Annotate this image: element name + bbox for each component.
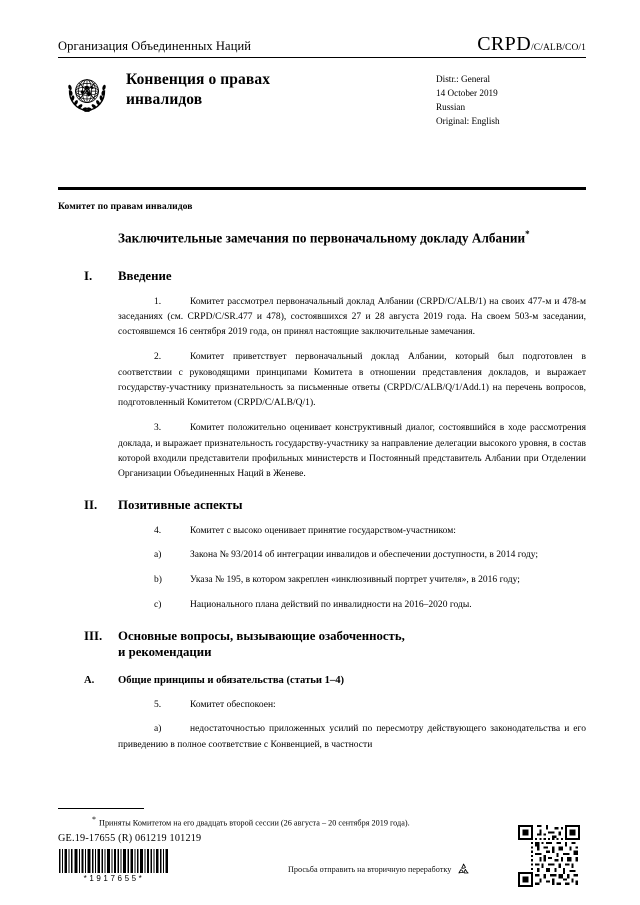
section-heading-1 — [84, 268, 586, 285]
title-asterisk: * — [525, 229, 530, 239]
symbol-main: CRPD — [477, 33, 532, 55]
paragraph — [118, 524, 586, 539]
footnote-marker: * — [92, 815, 97, 824]
subsection-heading-a — [84, 674, 586, 688]
paragraph-text: Комитет обеспокоен: — [190, 699, 276, 710]
qr-code — [518, 825, 580, 887]
section-title-3: Основные вопросы, вызывающие озабоченность, и рекомендации — [118, 628, 405, 660]
list-item-text: Закона № 93/2014 об интеграции инвалидов и обеспечении доступности, в 2014 году; — [190, 550, 539, 561]
organization-name: Организация Объединенных Наций — [58, 39, 252, 54]
footnote — [92, 814, 586, 829]
section-number-3: III. — [84, 628, 103, 643]
job-number: GE.19-17655 (R) 061219 101219 — [58, 833, 202, 844]
section-title-1: Введение — [118, 268, 172, 283]
document-symbol — [477, 34, 586, 54]
list-item — [118, 722, 586, 753]
un-emblem-icon — [64, 70, 110, 116]
section-heading-2 — [84, 497, 586, 514]
recycle-text: Просьба отправить на вторичную переработку — [288, 865, 452, 874]
recycle-icon — [456, 862, 471, 877]
section-number-2: II. — [84, 497, 98, 512]
subsection-title-a: Общие принципы и обязательства (статьи 1–4) — [118, 675, 345, 687]
footnote-area — [58, 808, 586, 829]
distr-line: Distr.: General — [436, 74, 491, 84]
list-item-text: Указа № 195, в котором закреплен «инклюзивный портрет учителя», в 2016 году; — [190, 575, 520, 586]
list-item-label: a) — [154, 724, 162, 735]
section-number-1: I. — [84, 268, 93, 283]
list-item-label: a) — [154, 550, 162, 561]
masthead-divider — [58, 57, 586, 58]
paragraph-text: Комитет рассмотрел первоначальный доклад Албании (CRPD/C/ALB/1) на своих 477-м и 478-м заседаниях (см. CRPD/C/SR.477 и 478), состоявшихся 27 и 28 августа 2019 года. На своем 503-м заседании, состоявшемся 16 сентября 2019 года, он принял настоящие заключительные замечания. — [118, 296, 586, 338]
list-item-text: недостаточностью приложенных усилий по пересмотру действующего законодательства и его приведению в полное соответствие с Конвенцией, в частности — [118, 724, 586, 750]
paragraph-text: Комитет приветствует первоначальный доклад Албании, который был подготовлен в соответствии с руководящими принципами Комитета в отношении представления докладов, и выражает государству-участнику признательность за письменные ответы (CRPD/C/ALB/Q/1/Add.1) на перечень вопросов, подготовленный Комитетом (CRPD/C/ALB/Q/1). — [118, 352, 586, 409]
list-item-label: c) — [154, 600, 162, 611]
list-item — [118, 573, 586, 588]
paragraph-label: 4. — [154, 525, 162, 536]
recycle-notice — [288, 862, 471, 877]
list-item — [118, 548, 586, 563]
section-title-2: Позитивные аспекты — [118, 497, 243, 512]
committee-name: Комитет по правам инвалидов — [58, 201, 193, 212]
distr-original: Original: English — [436, 115, 500, 126]
distr-date: 14 October 2019 — [436, 87, 498, 98]
paragraph — [118, 421, 586, 483]
paragraph — [118, 295, 586, 341]
paragraph-label: 3. — [154, 423, 162, 434]
footnote-divider — [58, 808, 144, 809]
barcode — [58, 849, 170, 883]
paragraph-label: 5. — [154, 699, 162, 710]
title-block — [58, 68, 586, 129]
masthead — [58, 34, 586, 58]
paragraph-label: 1. — [154, 296, 162, 307]
distr-language: Russian — [436, 101, 466, 112]
paragraph — [118, 698, 586, 713]
symbol-sub: /C/ALB/CO/1 — [531, 43, 586, 53]
paragraph — [118, 350, 586, 412]
paragraph-text: Комитет с высоко оценивает принятие государством-участником: — [190, 525, 456, 536]
convention-title: Конвенция о правах инвалидов — [126, 71, 271, 109]
paragraph-label: 2. — [154, 352, 162, 363]
section-heading-3 — [84, 628, 586, 662]
page-title-text: Заключительные замечания по первоначальному докладу Албании — [118, 230, 526, 246]
list-item-text: Национального плана действий по инвалидности на 2016–2020 годы. — [190, 600, 472, 611]
page-title — [118, 228, 586, 248]
distribution-block — [436, 68, 586, 129]
paragraph-text: Комитет положительно оценивает конструктивный диалог, состоявшийся в ходе рассмотрения доклада, и выражает признательность государству-участнику за направление делегации высокого уровня, в состав которой входили представители профильных министерств и Постоянный представитель Албании при Отделении Организации Объединенных Наций в Женеве. — [118, 423, 586, 480]
subsection-letter-a: A. — [84, 675, 95, 687]
document-body — [58, 201, 586, 762]
list-item-label: b) — [154, 575, 162, 586]
barcode-text: *1917655* — [83, 874, 145, 883]
list-item — [118, 598, 586, 613]
header-separator — [58, 187, 586, 190]
footnote-text: Приняты Комитетом на его двадцать второй сессии (26 августа – 20 сентября 2019 года). — [99, 818, 410, 828]
